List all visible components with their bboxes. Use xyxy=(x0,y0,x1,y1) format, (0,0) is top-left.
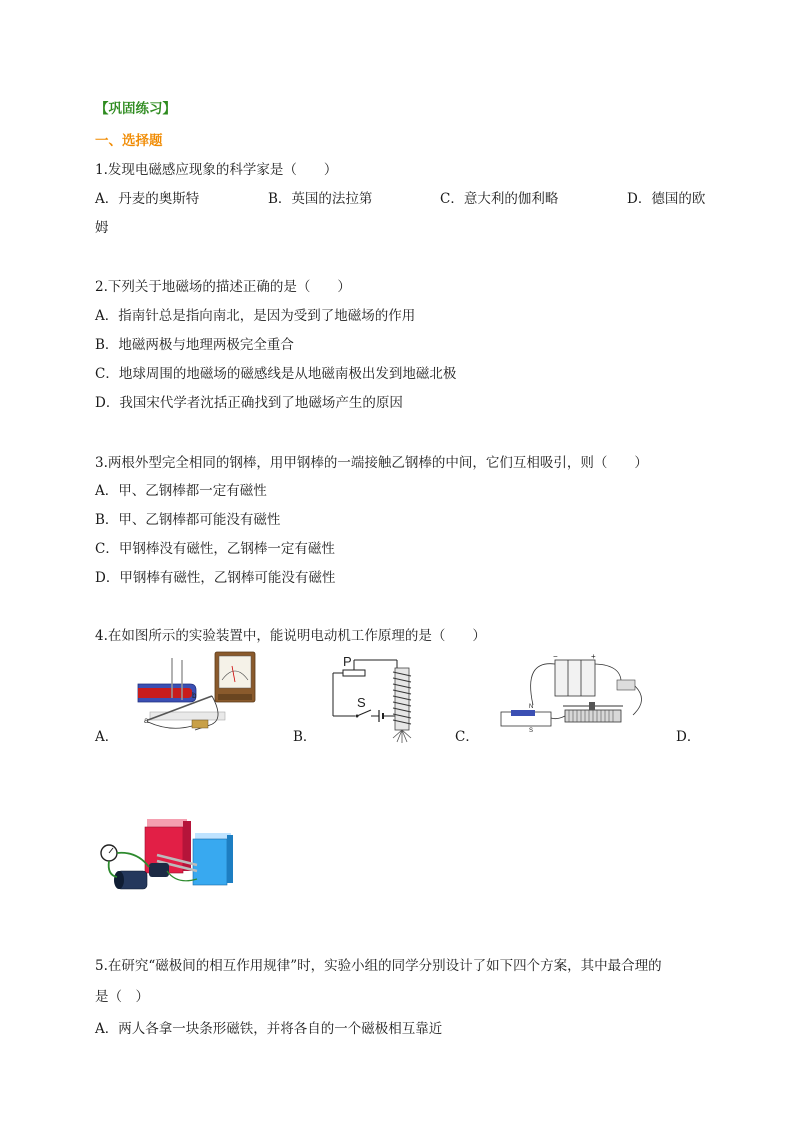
question-5-stem-line1: 5.在研究“磁极间的相互作用规律”时，实验小组的同学分别设计了如下四个方案，其中最合理的 xyxy=(95,958,662,974)
question-1-option-d: D．德国的欧 xyxy=(627,191,706,207)
question-3-option-c: C．甲钢棒没有磁性，乙钢棒一定有磁性 xyxy=(95,541,335,557)
question-2-option-c: C．地球周围的地磁场的磁感线是从地磁南极出发到地磁北极 xyxy=(95,366,457,382)
figure-d-generator-setup xyxy=(97,815,237,895)
figure-b-solenoid-circuit xyxy=(327,650,427,745)
question-4-option-a-label: A． xyxy=(95,729,119,745)
question-4-option-b-label: B． xyxy=(293,729,317,745)
figure-a-label-b: b xyxy=(192,691,197,700)
figure-b-label-s: S xyxy=(357,695,366,710)
question-2-option-b: B．地磁两极与地理两极完全重合 xyxy=(95,337,294,353)
question-2-stem: 2.下列关于地磁场的描述正确的是（ ） xyxy=(95,279,351,295)
question-4-option-d-label: D． xyxy=(676,729,701,745)
question-1-option-b: B．英国的法拉第 xyxy=(268,191,373,207)
svg-text:+: + xyxy=(591,652,596,661)
section-header: 【巩固练习】 xyxy=(95,101,176,117)
figure-c-label-n: N xyxy=(529,704,534,710)
question-2-option-d: D．我国宋代学者沈括正确找到了地磁场产生的原因 xyxy=(95,395,403,411)
question-1-stem: 1.发现电磁感应现象的科学家是（ ） xyxy=(95,162,338,178)
figure-a-label-a: a xyxy=(144,716,149,725)
figure-c-battery-rheostat-setup xyxy=(493,650,653,738)
figure-b-label-p: P xyxy=(343,654,352,669)
question-3-option-b: B．甲、乙钢棒都可能没有磁性 xyxy=(95,512,281,528)
figure-a-galvanometer-setup xyxy=(130,650,260,735)
question-5-stem-line2: 是（ ） xyxy=(95,989,149,1005)
question-4-stem: 4.在如图所示的实验装置中，能说明电动机工作原理的是（ ） xyxy=(95,628,486,644)
question-3-stem: 3.两根外型完全相同的钢棒，用甲钢棒的一端接触乙钢棒的中间，它们互相吸引，则（ ） xyxy=(95,455,648,471)
question-1-option-c: C．意大利的伽利略 xyxy=(440,191,559,207)
figure-c-label-s: S xyxy=(529,728,534,734)
question-4-option-c-label: C． xyxy=(455,729,479,745)
question-3-option-d: D．甲钢棒有磁性，乙钢棒可能没有磁性 xyxy=(95,570,336,586)
question-1-option-d-wrap: 姆 xyxy=(95,220,109,236)
subsection-title: 一、选择题 xyxy=(95,133,163,149)
question-1-option-a: A．丹麦的奥斯特 xyxy=(95,191,200,207)
svg-text:−: − xyxy=(553,652,558,661)
question-2-option-a: A．指南针总是指向南北，是因为受到了地磁场的作用 xyxy=(95,308,416,324)
question-3-option-a: A．甲、乙钢棒都一定有磁性 xyxy=(95,483,267,499)
question-5-option-a: A．两人各拿一块条形磁铁，并将各自的一个磁极相互靠近 xyxy=(95,1021,443,1037)
